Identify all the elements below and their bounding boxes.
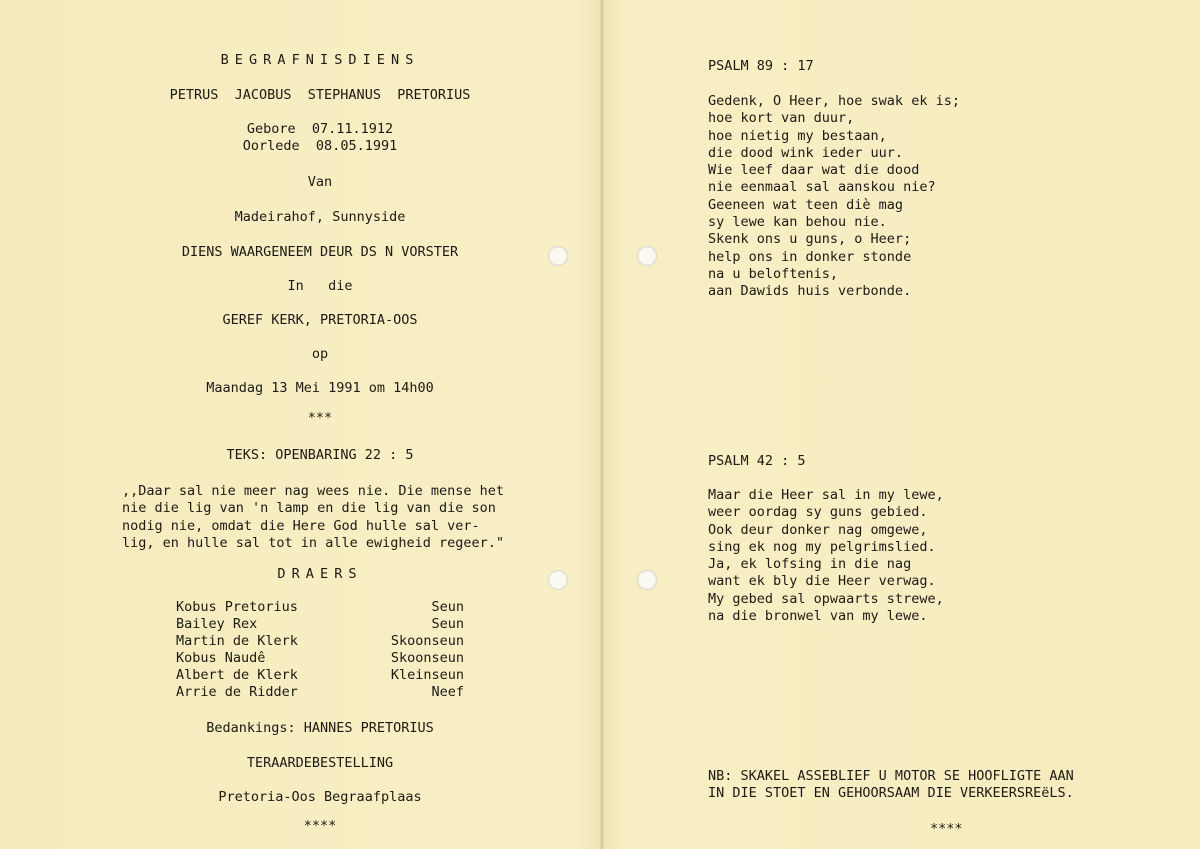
verse-line: aan Dawids huis verbonde. xyxy=(708,283,912,300)
quote-line: lig, en hulle sal tot in alle ewigheid regeer." xyxy=(122,534,505,551)
verse-line: Maar die Heer sal in my lewe, xyxy=(708,487,944,503)
quote-line: nie die lig van 'n lamp en die lig van die son xyxy=(122,500,496,517)
verse-line: Skenk ons u guns, o Heer; xyxy=(708,231,912,248)
separator: **** xyxy=(303,818,337,834)
thanks-line: Bedankings: HANNES PRETORIUS xyxy=(206,720,434,736)
verse-line: nie eenmaal sal aanskou nie? xyxy=(708,179,936,196)
verse-line: Geeneen wat teen diè mag xyxy=(708,196,904,213)
officiant: DIENS WAARGENEEM DEUR DS N VORSTER xyxy=(181,244,459,260)
bearer-name: Kobus Naudê xyxy=(176,650,266,666)
service-title: BEGRAFNISDIENS xyxy=(220,52,420,68)
cemetery-name: Pretoria-Oos Begraafplaas xyxy=(218,789,422,805)
quote-line: ,,Daar sal nie meer nag wees nie. Die mense het xyxy=(122,483,505,499)
deceased-name: PETRUS JACOBUS STEPHANUS PRETORIUS xyxy=(169,87,471,103)
verse-line: die dood wink ieder uur. xyxy=(708,144,904,161)
verse-line: weer oordag sy guns gebied. xyxy=(708,504,928,521)
in-label: In die xyxy=(287,278,353,294)
verse-line: Wie leef daar wat die dood xyxy=(708,162,920,179)
burial-heading: TERAARDEBESTELLING xyxy=(246,755,394,771)
birth-date: Gebore 07.11.1912 xyxy=(246,121,394,137)
bearer-row xyxy=(176,684,464,701)
psalm-heading: PSALM 89 : 17 xyxy=(708,58,814,74)
traffic-notice xyxy=(708,768,1074,803)
verse-line: na u beloftenis, xyxy=(708,265,839,282)
verse-line: want ek bly die Heer verwag. xyxy=(708,573,936,590)
center-fold xyxy=(600,0,604,849)
verse-line: sing ek nog my pelgrimslied. xyxy=(708,538,936,555)
verse-line: help ons in donker stonde xyxy=(708,248,912,265)
bearer-relation: Neef xyxy=(431,684,464,700)
bearer-row xyxy=(176,650,464,667)
bearer-relation: Seun xyxy=(431,599,464,615)
verse-line: hoe kort van duur, xyxy=(708,110,855,127)
verse-line: My gebed sal opwaarts strewe, xyxy=(708,590,944,607)
bearer-name: Arrie de Ridder xyxy=(176,684,298,700)
bearer-row xyxy=(176,633,464,650)
psalm-heading: PSALM 42 : 5 xyxy=(708,453,806,469)
verse-line: Ook deur donker nag omgewe, xyxy=(708,521,928,538)
bearer-row xyxy=(176,667,464,684)
on-label: op xyxy=(311,346,329,362)
from-label: Van xyxy=(307,174,333,190)
residence: Madeirahof, Sunnyside xyxy=(234,209,406,225)
quote-line: nodig nie, omdat die Here God hulle sal ver- xyxy=(122,517,480,534)
separator: *** xyxy=(307,410,333,426)
scripture-reference: TEKS: OPENBARING 22 : 5 xyxy=(226,447,414,463)
service-date: Maandag 13 Mei 1991 om 14h00 xyxy=(206,380,434,396)
verse-line: Gedenk, O Heer, hoe swak ek is; xyxy=(708,93,960,109)
separator: **** xyxy=(930,821,963,837)
church-name: GEREF KERK, PRETORIA-OOS xyxy=(222,312,418,328)
bearer-relation: Skoonseun xyxy=(390,633,464,649)
bearers-title: DRAERS xyxy=(277,566,363,582)
punch-hole xyxy=(637,246,657,266)
death-date: Oorlede 08.05.1991 xyxy=(242,138,398,154)
bearer-row xyxy=(176,599,464,616)
verse-line: hoe nietig my bestaan, xyxy=(708,127,887,144)
psalm-verse xyxy=(708,93,960,301)
verse-line: Ja, ek lofsing in die nag xyxy=(708,556,912,573)
punch-hole xyxy=(548,570,568,590)
bearer-name: Bailey Rex xyxy=(176,616,258,632)
bearer-relation: Kleinseun xyxy=(390,667,464,683)
bearer-name: Albert de Klerk xyxy=(176,667,298,683)
bearer-name: Kobus Pretorius xyxy=(176,599,298,615)
bearer-relation: Skoonseun xyxy=(390,650,464,666)
verse-line: sy lewe kan behou nie. xyxy=(708,214,887,231)
psalm-verse xyxy=(708,487,944,625)
punch-hole xyxy=(637,570,657,590)
bearer-row xyxy=(176,616,464,633)
punch-hole xyxy=(548,246,568,266)
notice-line: NB: SKAKEL ASSEBLIEF U MOTOR SE HOOFLIGTE AAN xyxy=(708,768,1074,784)
bearer-name: Martin de Klerk xyxy=(176,633,298,649)
scripture-quote xyxy=(122,483,504,552)
bearer-relation: Seun xyxy=(431,616,464,632)
notice-line: IN DIE STOET EN GEHOORSAAM DIE VERKEERSREëLS. xyxy=(708,785,1074,802)
verse-line: na die bronwel van my lewe. xyxy=(708,608,928,625)
